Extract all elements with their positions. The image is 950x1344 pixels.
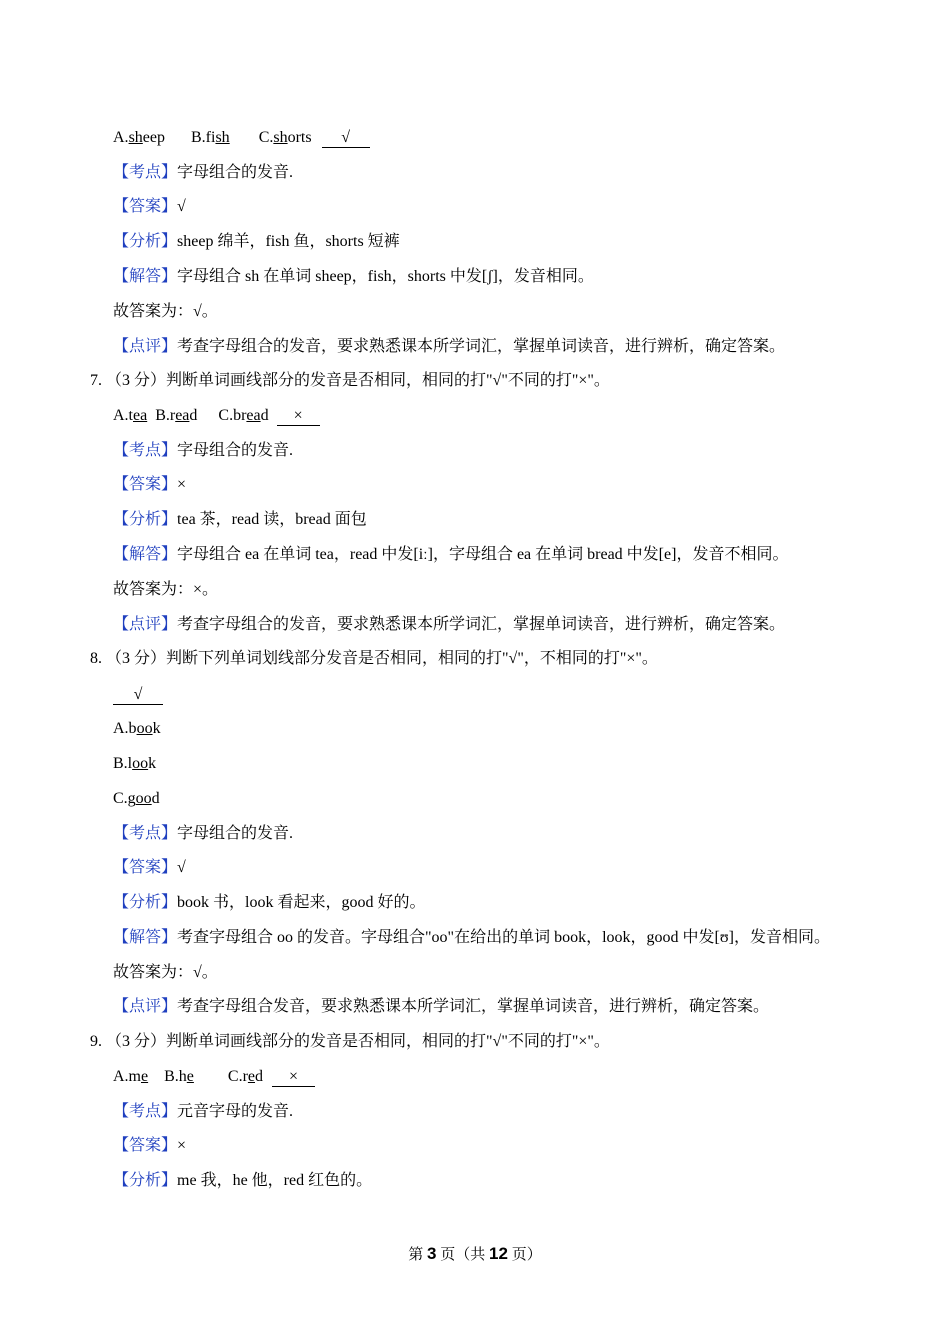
q8-fenxi: 【分析】book 书，look 看起来，good 好的。	[113, 894, 426, 911]
page-footer: 第 3 页（共 12 页）	[408, 1244, 542, 1263]
q7-stem: 7. （3 分）判断单词画线部分的发音是否相同，相同的打"√"不同的打"×"。	[90, 372, 610, 389]
q6-answer-blank: √	[322, 129, 370, 148]
q6-options: A.sheep B.fish C.shorts √	[113, 127, 370, 149]
page-total: 12	[489, 1244, 508, 1263]
q7-daan: 【答案】×	[113, 476, 187, 493]
page-number: 3	[427, 1244, 437, 1263]
question-number: 7.	[90, 372, 102, 389]
q6-daan: 【答案】√	[113, 198, 186, 215]
q8-stem: 8. （3 分）判断下列单词划线部分发音是否相同，相同的打"√"，不相同的打"×"。	[90, 650, 658, 667]
q7-guda: 故答案为：×。	[113, 581, 219, 598]
q8-daan: 【答案】√	[113, 859, 186, 876]
q6-guda: 故答案为：√。	[113, 303, 218, 320]
q7-opt-a-underline: ea	[133, 407, 148, 424]
q6-opt-a-underline: sh	[128, 129, 143, 146]
q8-opt-a-underline: oo	[136, 720, 153, 737]
q7-fenxi: 【分析】tea 茶，read 读，bread 面包	[113, 511, 367, 528]
question-number: 8.	[90, 650, 102, 667]
q6-fenxi: 【分析】sheep 绵羊，fish 鱼，shorts 短裤	[113, 233, 400, 250]
q8-opt-b-underline: oo	[132, 755, 149, 772]
q6-jieda: 【解答】字母组合 sh 在单词 sheep，fish，shorts 中发[ʃ]，发音相同。	[113, 268, 594, 285]
q8-answer-line	[113, 684, 163, 706]
q9-opt-b-underline: e	[186, 1068, 194, 1085]
q6-kaodian: 【考点】字母组合的发音.	[113, 164, 294, 181]
q7-options: A.tea B.read C.bread ×	[113, 405, 320, 427]
q9-answer-blank: ×	[272, 1068, 315, 1087]
q6-dianping: 【点评】考查字母组合的发音，要求熟悉课本所学词汇，掌握单词读音，进行辨析，确定答案。	[113, 338, 786, 355]
q9-opt-a-underline: e	[141, 1068, 149, 1085]
q8-kaodian: 【考点】字母组合的发音.	[113, 825, 294, 842]
q7-kaodian: 【考点】字母组合的发音.	[113, 442, 294, 459]
q8-opt-a: A.book	[113, 720, 161, 737]
q8-answer-blank: √	[113, 686, 163, 705]
q8-opt-c: C.good	[113, 790, 160, 807]
q8-opt-c-underline: oo	[135, 790, 152, 807]
q9-fenxi: 【分析】me 我，he 他，red 红色的。	[113, 1172, 373, 1189]
q9-stem: 9. （3 分）判断单词画线部分的发音是否相同，相同的打"√"不同的打"×"。	[90, 1033, 610, 1050]
question-number: 9.	[90, 1033, 102, 1050]
q9-daan: 【答案】×	[113, 1137, 187, 1154]
q9-options: A.me B.he C.red ×	[113, 1066, 315, 1088]
q9-opt-c-underline: e	[247, 1068, 255, 1085]
q9-kaodian: 【考点】元音字母的发音.	[113, 1103, 294, 1120]
q7-jieda: 【解答】字母组合 ea 在单词 tea，read 中发[iː]，字母组合 ea 在单词 bread 中发[e]，发音不相同。	[113, 546, 789, 563]
q7-opt-b-underline: ea	[175, 407, 190, 424]
q8-dianping: 【点评】考查字母组合发音，要求熟悉课本所学词汇，掌握单词读音，进行辨析，确定答案。	[113, 998, 770, 1015]
q8-jieda: 【解答】考查字母组合 oo 的发音。字母组合"oo"在给出的单词 book，look，good 中发[ʊ]，发音相同。	[113, 929, 830, 946]
q7-opt-c-underline: ea	[246, 407, 261, 424]
q7-dianping: 【点评】考查字母组合的发音，要求熟悉课本所学词汇，掌握单词读音，进行辨析，确定答案。	[113, 616, 786, 633]
q8-guda: 故答案为：√。	[113, 964, 218, 981]
q6-opt-b-underline: sh	[215, 129, 230, 146]
q6-opt-c-underline: sh	[273, 129, 288, 146]
q7-answer-blank: ×	[277, 407, 320, 426]
q8-opt-b: B.look	[113, 755, 157, 772]
